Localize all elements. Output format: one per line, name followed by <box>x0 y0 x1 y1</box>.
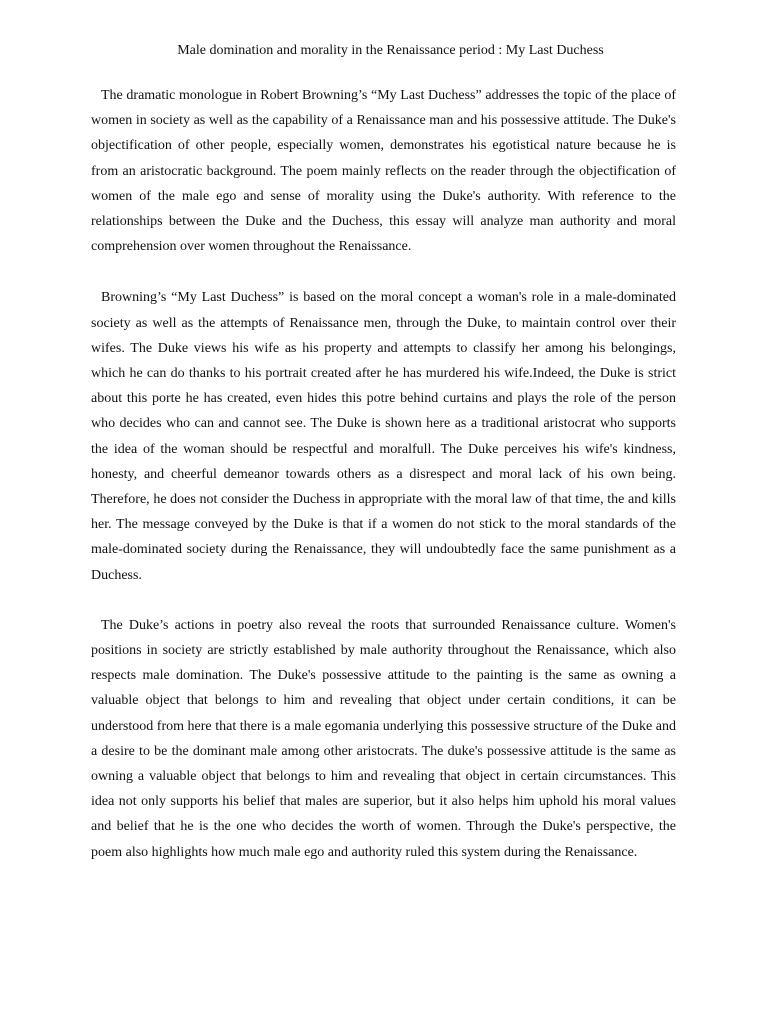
paragraph-2: Browning’s “My Last Duchess” is based on the moral concept a woman's role in a male-dominated society as well as the attempts of Renaissance men, through the Duke, to maintain control over their wifes. The Duke views his wife as his property and attempts to classify her among his belongings, which he can do thanks to his portrait created after he has murdered his wife.Indeed, the Duke is strict about this porte he has created, even hides this potre behind curtains and plays the role of the person who decides who can and cannot see. The Duke is shown here as a traditional aristocrat who supports the idea of the woman should be respectful and moralfull. The Duke perceives his wife's kindness, honesty, and cheerful demeanor towards others as a disrespect and moral lack of his own being. Therefore, he does not consider the Duchess in appropriate with the moral law of that time, the and kills her. The message conveyed by the Duke is that if a women do not stick to the moral standards of the male-dominated society during the Renaissance, they will undoubtedly face the same punishment as a Duchess. <box>91 290 676 583</box>
paragraph-1: The dramatic monologue in Robert Browning’s “My Last Duchess” addresses the topic of the place of women in society as well as the capability of a Renaissance man and his possessive attitude. The Duke's objectification of other people, especially women, demonstrates his egotistical nature because he is from an aristocratic background. The poem mainly reflects on the reader through the objectification of women of the male ego and sense of morality using the Duke's authority. With reference to the relationships between the Duke and the Duchess, this essay will analyze man authority and moral comprehension over women throughout the Renaissance. <box>91 88 676 255</box>
document-page <box>91 40 676 865</box>
document-title: Male domination and morality in the Renaissance period : My Last Duchess <box>177 43 604 58</box>
paragraph-3: The Duke’s actions in poetry also reveal the roots that surrounded Renaissance culture. Women's positions in society are strictly established by male authority throughout the Renaissance, which also respects male domination. The Duke's possessive attitude to the painting is the same as owning a valuable object that belongs to him and revealing that object under certain conditions, it can be understood from here that there is a male egomania underlying this possessive structure of the Duke and a desire to be the dominant male among other aristocrats. The duke's possessive attitude is the same as owning a valuable object that belongs to him and revealing that object in certain circumstances. This idea not only supports his belief that males are superior, but it also helps him uphold his moral values and belief that he is the one who decides the worth of women. Through the Duke's perspective, the poem also highlights how much male ego and authority ruled this system during the Renaissance. <box>91 617 676 860</box>
